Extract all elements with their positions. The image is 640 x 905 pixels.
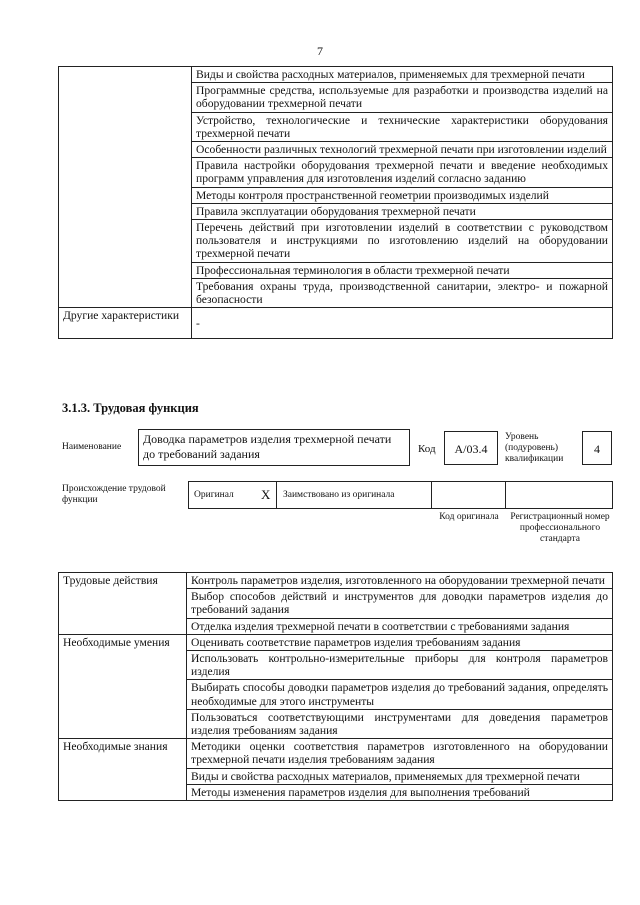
knowledge-item: Профессиональная терминология в области трехмерной печати: [192, 262, 613, 278]
code-original-caption: Код оригинала: [439, 512, 499, 522]
code-box: [444, 431, 498, 465]
group-item: Выбор способов действий и инструментов для доводки параметров изделия до требований задания: [187, 589, 613, 618]
group-item: Методики оценки соответствия параметров изготовленного на оборудовании трехмерной печати изделия требованиям задания: [187, 739, 613, 768]
group-item: Оценивать соответствие параметров изделия требованиям задания: [187, 634, 613, 650]
table-row: [59, 634, 613, 650]
knowledge-item: Правила эксплуатации оборудования трехмерной печати: [192, 203, 613, 219]
knowledge-continuation-table: [58, 66, 613, 339]
group-item: Контроль параметров изделия, изготовленного на оборудовании трехмерной печати: [187, 573, 613, 589]
group-item: Виды и свойства расходных материалов, применяемых для трехмерной печати: [187, 768, 613, 784]
level-box: [582, 431, 612, 465]
section-heading: 3.1.3. Трудовая функция: [62, 401, 199, 415]
original-mark: X: [261, 487, 271, 502]
page-number: 7: [317, 44, 323, 58]
labor-function-table: [58, 572, 613, 801]
knowledge-item: Устройство, технологические и технические характеристики оборудования трехмерной печати: [192, 112, 613, 141]
group-label: Необходимые знания: [59, 739, 187, 801]
knowledge-item: Перечень действий при изготовлении изделий в соответствии с руководством пользователя и инструкциями по изготовлению изделий на оборудовании трехмерной печати: [192, 220, 613, 263]
table-row: [59, 67, 613, 83]
group-item: Выбирать способы доводки параметров изделия до требований задания, определять необходимые для этого инструменты: [187, 680, 613, 709]
group-item: Пользоваться соответствующими инструментами для доведения параметров изделия требованиям задания: [187, 709, 613, 738]
origin-divider-2: [431, 481, 432, 509]
origin-divider-1: [276, 481, 277, 509]
level-label: Уровень (подуровень) квалификации: [505, 432, 564, 464]
knowledge-item: Программные средства, используемые для разработки и производства изделий на оборудовании трехмерной печати: [192, 83, 613, 112]
group-label: Необходимые умения: [59, 634, 187, 738]
group-item: Использовать контрольно-измерительные приборы для контроля параметров изделия: [187, 651, 613, 680]
table-row: [59, 739, 613, 768]
group-label-cell: [59, 67, 192, 308]
code-value: A/03.4: [454, 442, 488, 456]
level-value: 4: [594, 442, 600, 456]
knowledge-item: Правила настройки оборудования трехмерной печати и введение необходимых программ управления для изготовления изделий согласно заданию: [192, 158, 613, 187]
original-label: Оригинал: [194, 490, 234, 500]
knowledge-item: Виды и свойства расходных материалов, применяемых для трехмерной печати: [192, 67, 613, 83]
borrowed-label: Заимствовано из оригинала: [283, 490, 395, 500]
knowledge-item: Особенности различных технологий трехмерной печати при изготовлении изделий: [192, 142, 613, 158]
table-row: [59, 573, 613, 589]
function-name-box: [138, 429, 410, 466]
knowledge-item: Методы контроля пространственной геометрии производимых изделий: [192, 187, 613, 203]
origin-divider-3: [505, 481, 506, 509]
table-row: [59, 308, 613, 339]
group-label: Трудовые действия: [59, 573, 187, 635]
knowledge-item: Требования охраны труда, производственной санитарии, электро- и пожарной безопасности: [192, 278, 613, 307]
group-item: Методы изменения параметров изделия для выполнения требований: [187, 784, 613, 800]
function-name-value: Доводка параметров изделия трехмерной печати до требований задания: [143, 432, 392, 461]
other-characteristics-label: Другие характеристики: [59, 308, 192, 339]
code-label: Код: [418, 443, 436, 455]
origin-label: Происхождение трудовой функции: [62, 484, 166, 505]
origin-row: [188, 481, 613, 509]
name-label: Наименование: [62, 442, 122, 452]
other-characteristics-value: -: [192, 308, 613, 339]
group-item: Отделка изделия трехмерной печати в соответствии с требованиями задания: [187, 618, 613, 634]
reg-number-caption: Регистрационный номер профессионального стандарта: [510, 512, 610, 544]
